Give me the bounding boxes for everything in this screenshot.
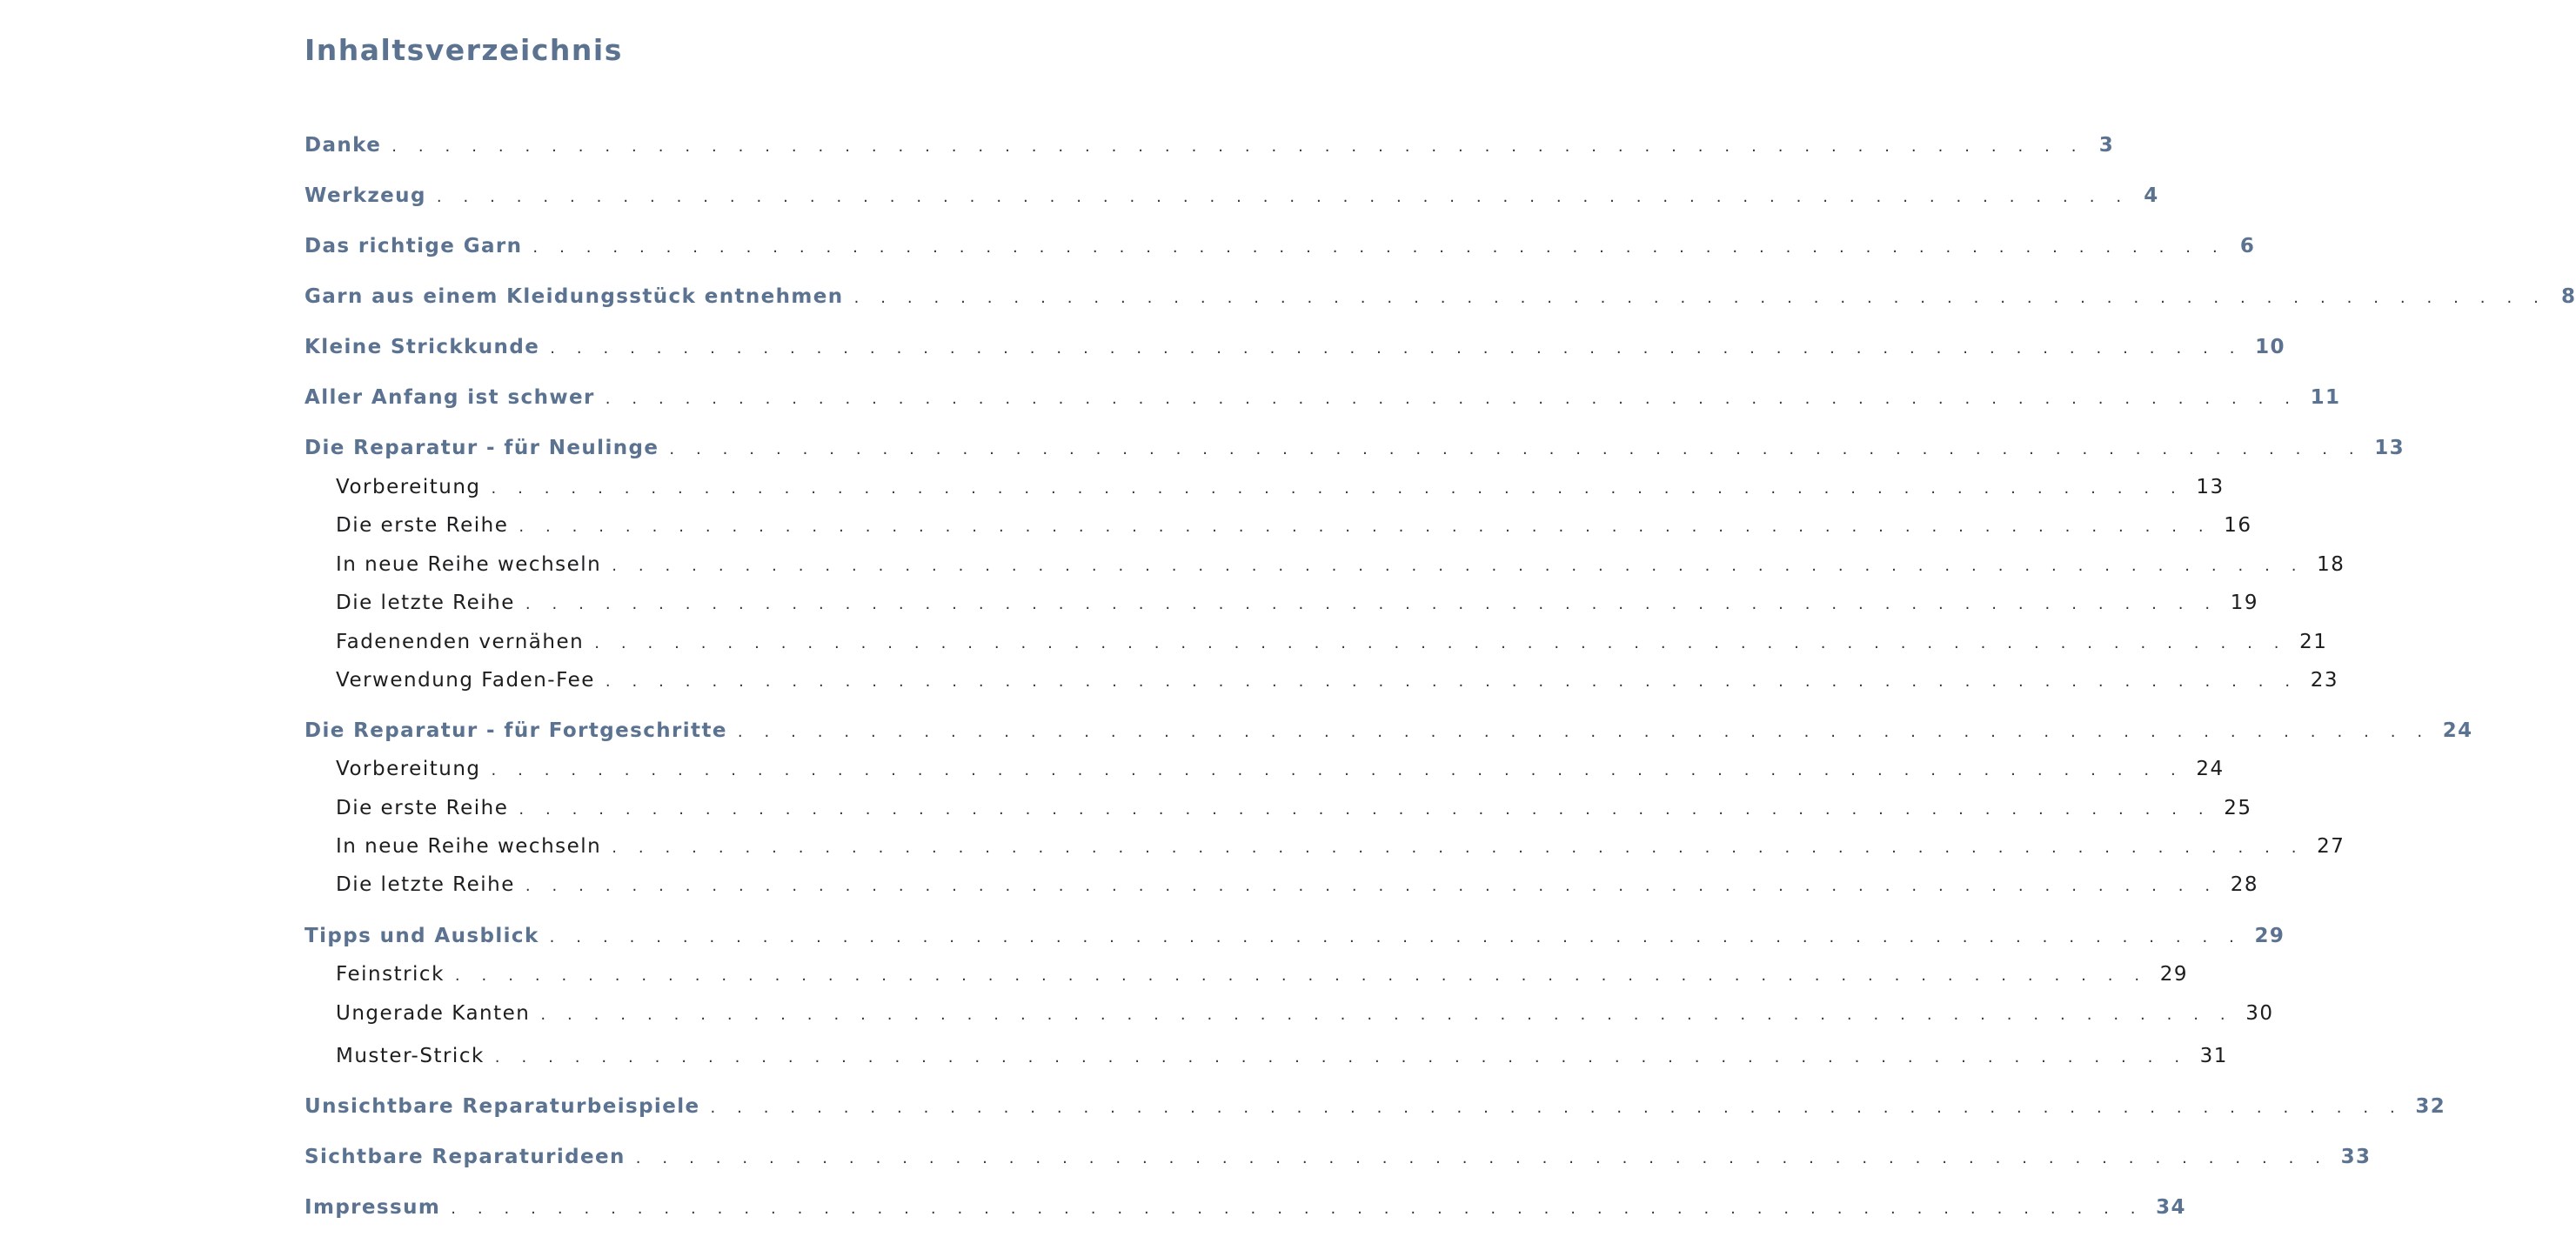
toc-page-number: 3 xyxy=(2098,134,2115,157)
toc-entry-label: Muster-Strick xyxy=(336,1045,485,1067)
toc-entry-danke[interactable] xyxy=(304,128,2115,163)
toc-page-number: 29 xyxy=(2254,925,2285,947)
dot-leader: . . . . . . . . . . . . . . . . . . . . . . . . . . . . . . . . . . . . . . . . . . . . . . . . . . . . . . . . . . . . . . . . xyxy=(669,440,2363,458)
toc-entry-reparatur-neulinge[interactable] xyxy=(304,431,2405,465)
toc-entry-label: Kleine Strickkunde xyxy=(304,336,540,358)
dot-leader: . . . . . . . . . . . . . . . . . . . . . . . . . . . . . . . . . . . . . . . . . . . . . . . . . . . . . . . . . . . . . . . . xyxy=(436,188,2130,206)
toc-entry-label: Werkzeug xyxy=(304,184,426,207)
toc-subentry-vorbereitung[interactable] xyxy=(336,470,2225,505)
dot-leader: . . . . . . . . . . . . . . . . . . . . . . . . . . . . . . . . . . . . . . . . . . . . . . . . . . . . . . . . . . . . . . . . xyxy=(605,672,2298,691)
toc-entry-werkzeug[interactable] xyxy=(304,178,2159,213)
toc-page-number: 28 xyxy=(2230,873,2259,896)
dot-leader: . . . . . . . . . . . . . . . . . . . . . . . . . . . . . . . . . . . . . . . . . . . . . . . . . . . . . . . . . . . . . . . . xyxy=(519,800,2212,819)
toc-entry-sichtbare-reparatur[interactable] xyxy=(304,1140,2372,1174)
dot-leader: . . . . . . . . . . . . . . . . . . . . . . . . . . . . . . . . . . . . . . . . . . . . . . . . . . . . . . . . . . . . . . . . xyxy=(451,1200,2144,1218)
toc-page-number: 13 xyxy=(2196,476,2225,498)
toc-entry-kleine-strickkunde[interactable] xyxy=(304,330,2285,364)
dot-leader: . . . . . . . . . . . . . . . . . . . . . . . . . . . . . . . . . . . . . . . . . . . . . . . . . . . . . . . . . . . . . . . . xyxy=(635,1149,2329,1167)
toc-entry-label: Unsichtbare Reparaturbeispiele xyxy=(304,1095,700,1118)
toc-entry-garn-entnehmen[interactable] xyxy=(304,279,2576,314)
toc-entry-label: Die erste Reihe xyxy=(336,797,509,819)
toc-entry-label: In neue Reihe wechseln xyxy=(336,553,602,576)
toc-entry-impressum[interactable] xyxy=(304,1190,2186,1225)
toc-entry-label: Fadenenden vernähen xyxy=(336,631,585,653)
toc-page-number: 24 xyxy=(2196,758,2225,780)
toc-page-number: 10 xyxy=(2255,336,2285,358)
toc-subentry-erste-reihe[interactable] xyxy=(336,791,2252,826)
dot-leader: . . . . . . . . . . . . . . . . . . . . . . . . . . . . . . . . . . . . . . . . . . . . . . . . . . . . . . . . . . . . . . . . xyxy=(612,839,2305,857)
toc-entry-label: Feinstrick xyxy=(336,963,445,986)
toc-entry-label: Die erste Reihe xyxy=(336,514,509,537)
toc-page-number: 30 xyxy=(2245,1002,2274,1025)
dot-leader: . . . . . . . . . . . . . . . . . . . . . . . . . . . . . . . . . . . . . . . . . . . . . . . . . . . . . . . . . . . . . . . . xyxy=(525,595,2218,613)
toc-page-number: 31 xyxy=(2199,1045,2228,1067)
toc-page-number: 16 xyxy=(2224,514,2252,537)
toc-subentry-feinstrick[interactable] xyxy=(336,957,2189,992)
toc-entry-label: Das richtige Garn xyxy=(304,235,523,257)
toc-page-number: 4 xyxy=(2144,184,2159,207)
toc-page-number: 27 xyxy=(2317,835,2345,858)
dot-leader: . . . . . . . . . . . . . . . . . . . . . . . . . . . . . . . . . . . . . . . . . . . . . . . . . . . . . . . . . . . . . . . . xyxy=(491,761,2185,779)
toc-entry-label: Aller Anfang ist schwer xyxy=(304,386,595,409)
toc-page-number: 13 xyxy=(2374,437,2405,459)
dot-leader: . . . . . . . . . . . . . . . . . . . . . . . . . . . . . . . . . . . . . . . . . . . . . . . . . . . . . . . . . . . . . . . . xyxy=(519,518,2212,536)
dot-leader: . . . . . . . . . . . . . . . . . . . . . . . . . . . . . . . . . . . . . . . . . . . . . . . . . . . . . . . . . . . . . . . . xyxy=(491,479,2185,498)
toc-subentry-fadenenden[interactable] xyxy=(336,625,2328,659)
toc-subentry-neue-reihe[interactable] xyxy=(336,547,2345,582)
toc-entry-label: Die Reparatur - für Neulinge xyxy=(304,437,659,459)
toc-page-number: 24 xyxy=(2442,719,2473,742)
toc-entry-label: Ungerade Kanten xyxy=(336,1002,531,1025)
dot-leader: . . . . . . . . . . . . . . . . . . . . . . . . . . . . . . . . . . . . . . . . . . . . . . . . . . . . . . . . . . . . . . . . xyxy=(549,928,2243,946)
toc-subentry-letzte-reihe[interactable] xyxy=(336,867,2259,902)
dot-leader: . . . . . . . . . . . . . . . . . . . . . . . . . . . . . . . . . . . . . . . . . . . . . . . . . . . . . . . . . . . . . . . . xyxy=(391,137,2085,156)
dot-leader: . . . . . . . . . . . . . . . . . . . . . . . . . . . . . . . . . . . . . . . . . . . . . . . . . . . . . . . . . . . . . . . . xyxy=(737,723,2431,741)
toc-entry-label: Impressum xyxy=(304,1196,441,1219)
dot-leader: . . . . . . . . . . . . . . . . . . . . . . . . . . . . . . . . . . . . . . . . . . . . . . . . . . . . . . . . . . . . . . . . xyxy=(540,1006,2234,1024)
toc-subentry-erste-reihe[interactable] xyxy=(336,508,2252,543)
dot-leader: . . . . . . . . . . . . . . . . . . . . . . . . . . . . . . . . . . . . . . . . . . . . . . . . . . . . . . . . . . . . . . . . xyxy=(454,966,2148,985)
toc-entry-aller-anfang[interactable] xyxy=(304,380,2341,415)
dot-leader: . . . . . . . . . . . . . . . . . . . . . . . . . . . . . . . . . . . . . . . . . . . . . . . . . . . . . . . . . . . . . . . . xyxy=(532,238,2226,257)
toc-entry-label: Sichtbare Reparaturideen xyxy=(304,1146,626,1168)
toc-entry-label: Die letzte Reihe xyxy=(336,873,515,896)
toc-entry-label: In neue Reihe wechseln xyxy=(336,835,602,858)
dot-leader: . . . . . . . . . . . . . . . . . . . . . . . . . . . . . . . . . . . . . . . . . . . . . . . . . . . . . . . . . . . . . . . . xyxy=(494,1048,2188,1066)
toc-page-number: 23 xyxy=(2310,669,2339,692)
toc-subentry-neue-reihe[interactable] xyxy=(336,829,2345,864)
dot-leader: . . . . . . . . . . . . . . . . . . . . . . . . . . . . . . . . . . . . . . . . . . . . . . . . . . . . . . . . . . . . . . . . xyxy=(710,1099,2404,1117)
toc-entry-label: Die letzte Reihe xyxy=(336,592,515,614)
toc-entry-reparatur-fortgeschritte[interactable] xyxy=(304,713,2473,748)
toc-page-number: 6 xyxy=(2239,235,2256,257)
toc-subentry-faden-fee[interactable] xyxy=(336,663,2339,698)
toc-page-number: 21 xyxy=(2299,631,2328,653)
toc-page-number: 29 xyxy=(2159,963,2189,986)
toc-entry-tipps-ausblick[interactable] xyxy=(304,919,2285,953)
toc-page-number: 11 xyxy=(2310,386,2341,409)
dot-leader: . . . . . . . . . . . . . . . . . . . . . . . . . . . . . . . . . . . . . . . . . . . . . . . . . . . . . . . . . . . . . . . . xyxy=(525,877,2218,895)
toc-subentry-muster-strick[interactable] xyxy=(336,1039,2228,1073)
dot-leader: . . . . . . . . . . . . . . . . . . . . . . . . . . . . . . . . . . . . . . . . . . . . . . . . . . . . . . . . . . . . . . . . xyxy=(550,339,2244,358)
toc-entry-das-richtige-garn[interactable] xyxy=(304,229,2256,264)
dot-leader: . . . . . . . . . . . . . . . . . . . . . . . . . . . . . . . . . . . . . . . . . . . . . . . . . . . . . . . . . . . . . . . . xyxy=(612,557,2305,575)
toc-entry-label: Verwendung Faden-Fee xyxy=(336,669,595,692)
toc-page-number: 19 xyxy=(2230,592,2259,614)
toc-page-number: 32 xyxy=(2415,1095,2446,1118)
toc-entry-label: Danke xyxy=(304,134,382,157)
toc-entry-label: Vorbereitung xyxy=(336,476,481,498)
toc-entry-label: Vorbereitung xyxy=(336,758,481,780)
dot-leader: . . . . . . . . . . . . . . . . . . . . . . . . . . . . . . . . . . . . . . . . . . . . . . . . . . . . . . . . . . . . . . . . xyxy=(594,634,2288,652)
toc-subentry-vorbereitung[interactable] xyxy=(336,752,2225,786)
toc-page-number: 33 xyxy=(2340,1146,2372,1168)
toc-entry-label: Garn aus einem Kleidungsstück entnehmen xyxy=(304,285,844,308)
toc-entry-label: Tipps und Ausblick xyxy=(304,925,539,947)
toc-entry-label: Die Reparatur - für Fortgeschritte xyxy=(304,719,727,742)
toc-page-number: 25 xyxy=(2224,797,2252,819)
toc-page-number: 8 xyxy=(2561,285,2576,308)
toc-entry-unsichtbare-reparatur[interactable] xyxy=(304,1089,2446,1124)
dot-leader: . . . . . . . . . . . . . . . . . . . . . . . . . . . . . . . . . . . . . . . . . . . . . . . . . . . . . . . . . . . . . . . . xyxy=(853,289,2547,307)
toc-page-number: 34 xyxy=(2156,1196,2186,1219)
dot-leader: . . . . . . . . . . . . . . . . . . . . . . . . . . . . . . . . . . . . . . . . . . . . . . . . . . . . . . . . . . . . . . . . xyxy=(605,390,2298,408)
page-title: Inhaltsverzeichnis xyxy=(304,33,623,67)
toc-page-number: 18 xyxy=(2317,553,2345,576)
toc-subentry-ungerade-kanten[interactable] xyxy=(336,996,2274,1031)
toc-subentry-letzte-reihe[interactable] xyxy=(336,585,2259,620)
